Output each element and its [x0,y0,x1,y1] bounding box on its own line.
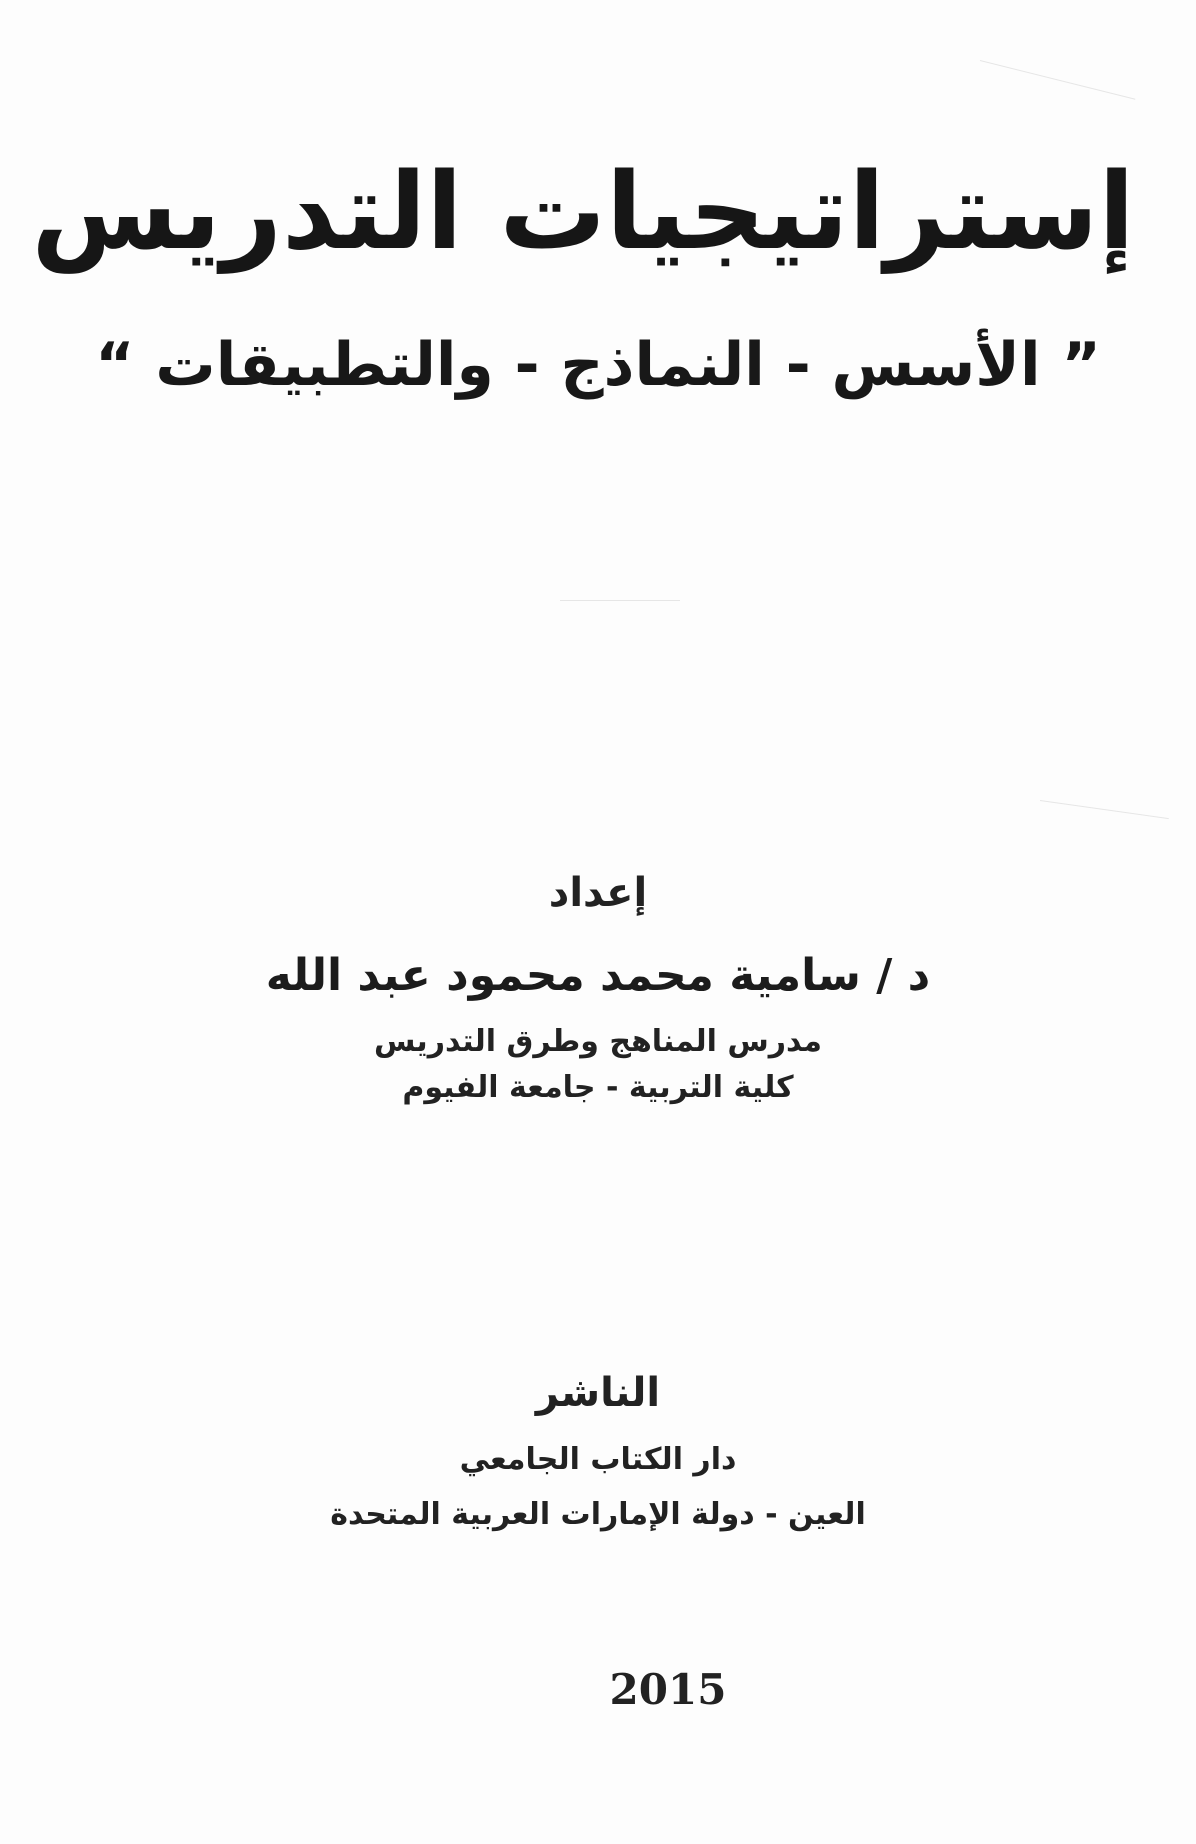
scan-mark [980,60,1135,100]
scan-mark [1040,800,1169,819]
author-name: د / سامية محمد محمود عبد الله [265,950,931,1001]
scan-mark [560,600,680,601]
publisher-location: العين - دولة الإمارات العربية المتحدة [330,1497,866,1532]
book-subtitle: ” الأسس - النماذج - والتطبيقات “ [95,330,1101,400]
author-affiliation: كلية التربية - جامعة الفيوم [402,1070,794,1105]
prepared-by-label: إعداد [548,870,648,916]
book-title: إستراتيجيات التدريس [31,150,1135,273]
publication-year: 2015 [609,1665,727,1714]
publisher-label: الناشر [535,1370,661,1416]
publisher-name: دار الكتاب الجامعي [459,1442,737,1477]
author-role: مدرس المناهج وطرق التدريس [374,1024,822,1059]
